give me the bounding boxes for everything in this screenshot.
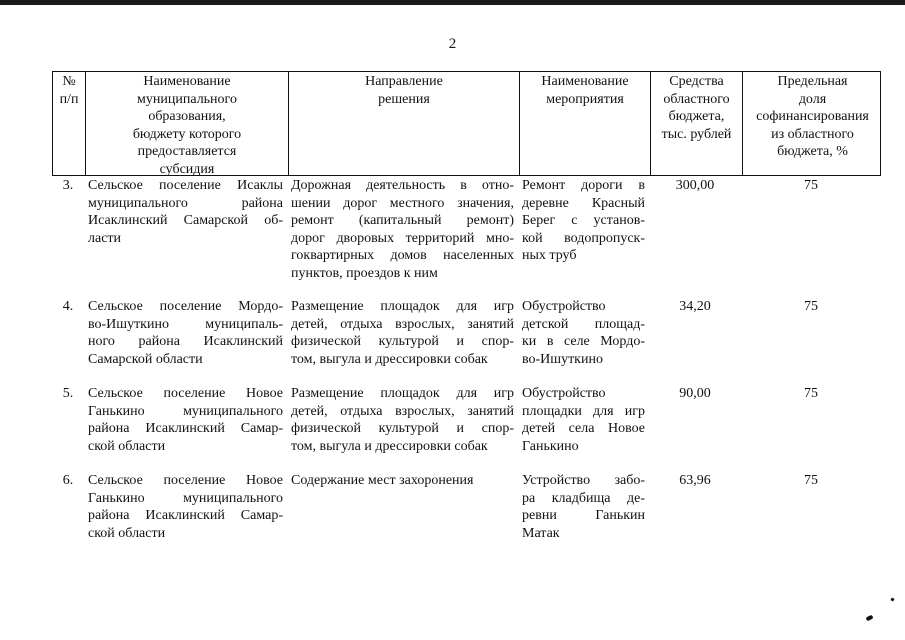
header-line: субсидия — [159, 161, 215, 177]
cell-event-line: Устройство забо- — [522, 473, 645, 488]
cell-municipality — [84, 298, 287, 368]
cell-event-line: Ремонт дороги в — [522, 178, 645, 193]
row-number: 5. — [62, 386, 74, 401]
cell-direction — [287, 385, 518, 455]
cell-direction-line: дорог дворовых территорий мно- — [291, 230, 514, 246]
cell-municipality-line: Сельское поселение Новое — [88, 386, 283, 401]
cell-direction-line: том, выгула и дрессировки собак — [291, 438, 488, 454]
cell-event-line: ных труб — [522, 248, 577, 264]
cell-direction-line: пунктов, проездов к ним — [291, 265, 438, 281]
cell-direction-line: Дорожная деятельность в отно- — [291, 178, 514, 193]
cell-share: 75 — [804, 473, 818, 488]
cell-direction-line: Размещение площадок для игр — [291, 386, 514, 401]
cell-municipality — [84, 472, 287, 542]
cell-event-line: Берег с установ- — [522, 213, 645, 229]
header-line: бюджета, — [668, 109, 725, 125]
header-line: бюджету которого — [132, 126, 242, 142]
cell-event-line: ки в селе Мордо- — [522, 334, 645, 350]
cell-direction-line: физической культурой и спор- — [291, 334, 514, 350]
cell-municipality-line: Самарской области — [88, 351, 203, 367]
header-cell-event — [519, 72, 650, 175]
scan-mark — [890, 597, 894, 601]
cell-direction-line: детей, отдыха взрослых, занятий — [291, 403, 514, 419]
header-line: № — [62, 74, 76, 89]
cell-direction-line: детей, отдыха взрослых, занятий — [291, 316, 514, 332]
cell-municipality-line: ской области — [88, 438, 166, 454]
scan-top-border — [0, 0, 905, 5]
row-number: 3. — [62, 178, 74, 193]
page-number: 2 — [448, 36, 457, 52]
cell-event — [518, 177, 649, 265]
header-line: из областного — [771, 126, 854, 142]
cell-direction-line: гоквартирных домов населенных — [291, 248, 514, 264]
table-header — [52, 71, 881, 176]
cell-direction-line: Содержание мест захоронения — [291, 473, 474, 488]
header-line: бюджета, % — [777, 144, 848, 160]
cell-share: 75 — [804, 386, 818, 401]
header-line: образования, — [148, 109, 226, 125]
cell-municipality-line: Исаклинский Самарской об- — [88, 213, 283, 229]
cell-municipality-line: района Исаклинский Самар- — [88, 508, 283, 524]
cell-municipality-line: муниципального района — [88, 195, 283, 211]
cell-direction-line: том, выгула и дрессировки собак — [291, 351, 488, 367]
cell-municipality — [84, 177, 287, 247]
cell-event-line: во-Ишуткино — [522, 351, 603, 367]
cell-event-line: Ганькино — [522, 438, 579, 454]
cell-event-line: Матак — [522, 525, 560, 541]
cell-event-line: ра кладбища де- — [522, 490, 645, 506]
row-number: 6. — [62, 473, 74, 488]
cell-event-line: Обустройство — [522, 299, 606, 314]
cell-municipality-line: района Исаклинский Самар- — [88, 421, 283, 437]
header-line: доля — [798, 91, 827, 107]
cell-event-line: кой водопропуск- — [522, 230, 645, 246]
header-cell-direction — [288, 72, 519, 175]
header-line: п/п — [59, 91, 79, 107]
cell-funds: 90,00 — [679, 386, 711, 401]
cell-funds: 34,20 — [679, 299, 711, 314]
cell-event-line: площадки для игр — [522, 403, 645, 419]
cell-event — [518, 385, 649, 455]
cell-funds: 63,96 — [679, 473, 711, 488]
header-line: муниципального — [137, 91, 237, 107]
cell-event — [518, 298, 649, 368]
row-number: 4. — [62, 299, 74, 314]
cell-direction-line: ремонт (капитальный ремонт) — [291, 213, 514, 229]
header-line: Наименование — [143, 74, 231, 89]
cell-municipality-line: ласти — [88, 230, 122, 246]
cell-direction-line: физической культурой и спор- — [291, 421, 514, 437]
header-cell-funds — [650, 72, 742, 175]
cell-event-line: детей села Новое — [522, 421, 645, 437]
cell-municipality-line: во-Ишуткино муниципаль- — [88, 316, 283, 332]
cell-event — [518, 472, 649, 542]
cell-event-line: Обустройство — [522, 386, 606, 401]
cell-municipality-line: Сельское поселение Мордо- — [88, 299, 283, 314]
cell-direction-line: шении дорог местного значения, — [291, 195, 514, 211]
cell-direction-line: Размещение площадок для игр — [291, 299, 514, 314]
header-line: тыс. рублей — [661, 126, 732, 142]
cell-direction — [287, 298, 518, 368]
scan-mark — [865, 615, 873, 622]
header-line: областного — [663, 91, 730, 107]
cell-municipality-line: Сельское поселение Новое — [88, 473, 283, 488]
header-line: софинансирования — [756, 109, 869, 125]
cell-direction — [287, 472, 518, 490]
cell-event-line: ревни Ганькин — [522, 508, 645, 524]
header-line: Предельная — [777, 74, 848, 89]
header-line: Направление — [365, 74, 443, 89]
cell-funds: 300,00 — [675, 178, 715, 193]
cell-share: 75 — [804, 299, 818, 314]
header-cell-share — [742, 72, 882, 175]
cell-event-line: детской площад- — [522, 316, 645, 332]
header-cell-municipality — [85, 72, 288, 175]
header-line: предоставляется — [137, 144, 237, 160]
header-line: мероприятия — [546, 91, 624, 107]
cell-municipality-line: ской области — [88, 525, 166, 541]
cell-share: 75 — [804, 178, 818, 193]
cell-event-line: деревне Красный — [522, 195, 645, 211]
header-line: решения — [378, 91, 430, 107]
header-line: Средства — [669, 74, 724, 89]
cell-municipality-line: Ганькино муниципального — [88, 403, 283, 419]
cell-municipality-line: Сельское поселение Исаклы — [88, 178, 283, 193]
cell-municipality — [84, 385, 287, 455]
cell-municipality-line: ного района Исаклинский — [88, 334, 283, 350]
header-cell-number — [53, 72, 85, 175]
cell-municipality-line: Ганькино муниципального — [88, 490, 283, 506]
header-line: Наименование — [541, 74, 629, 89]
cell-direction — [287, 177, 518, 283]
